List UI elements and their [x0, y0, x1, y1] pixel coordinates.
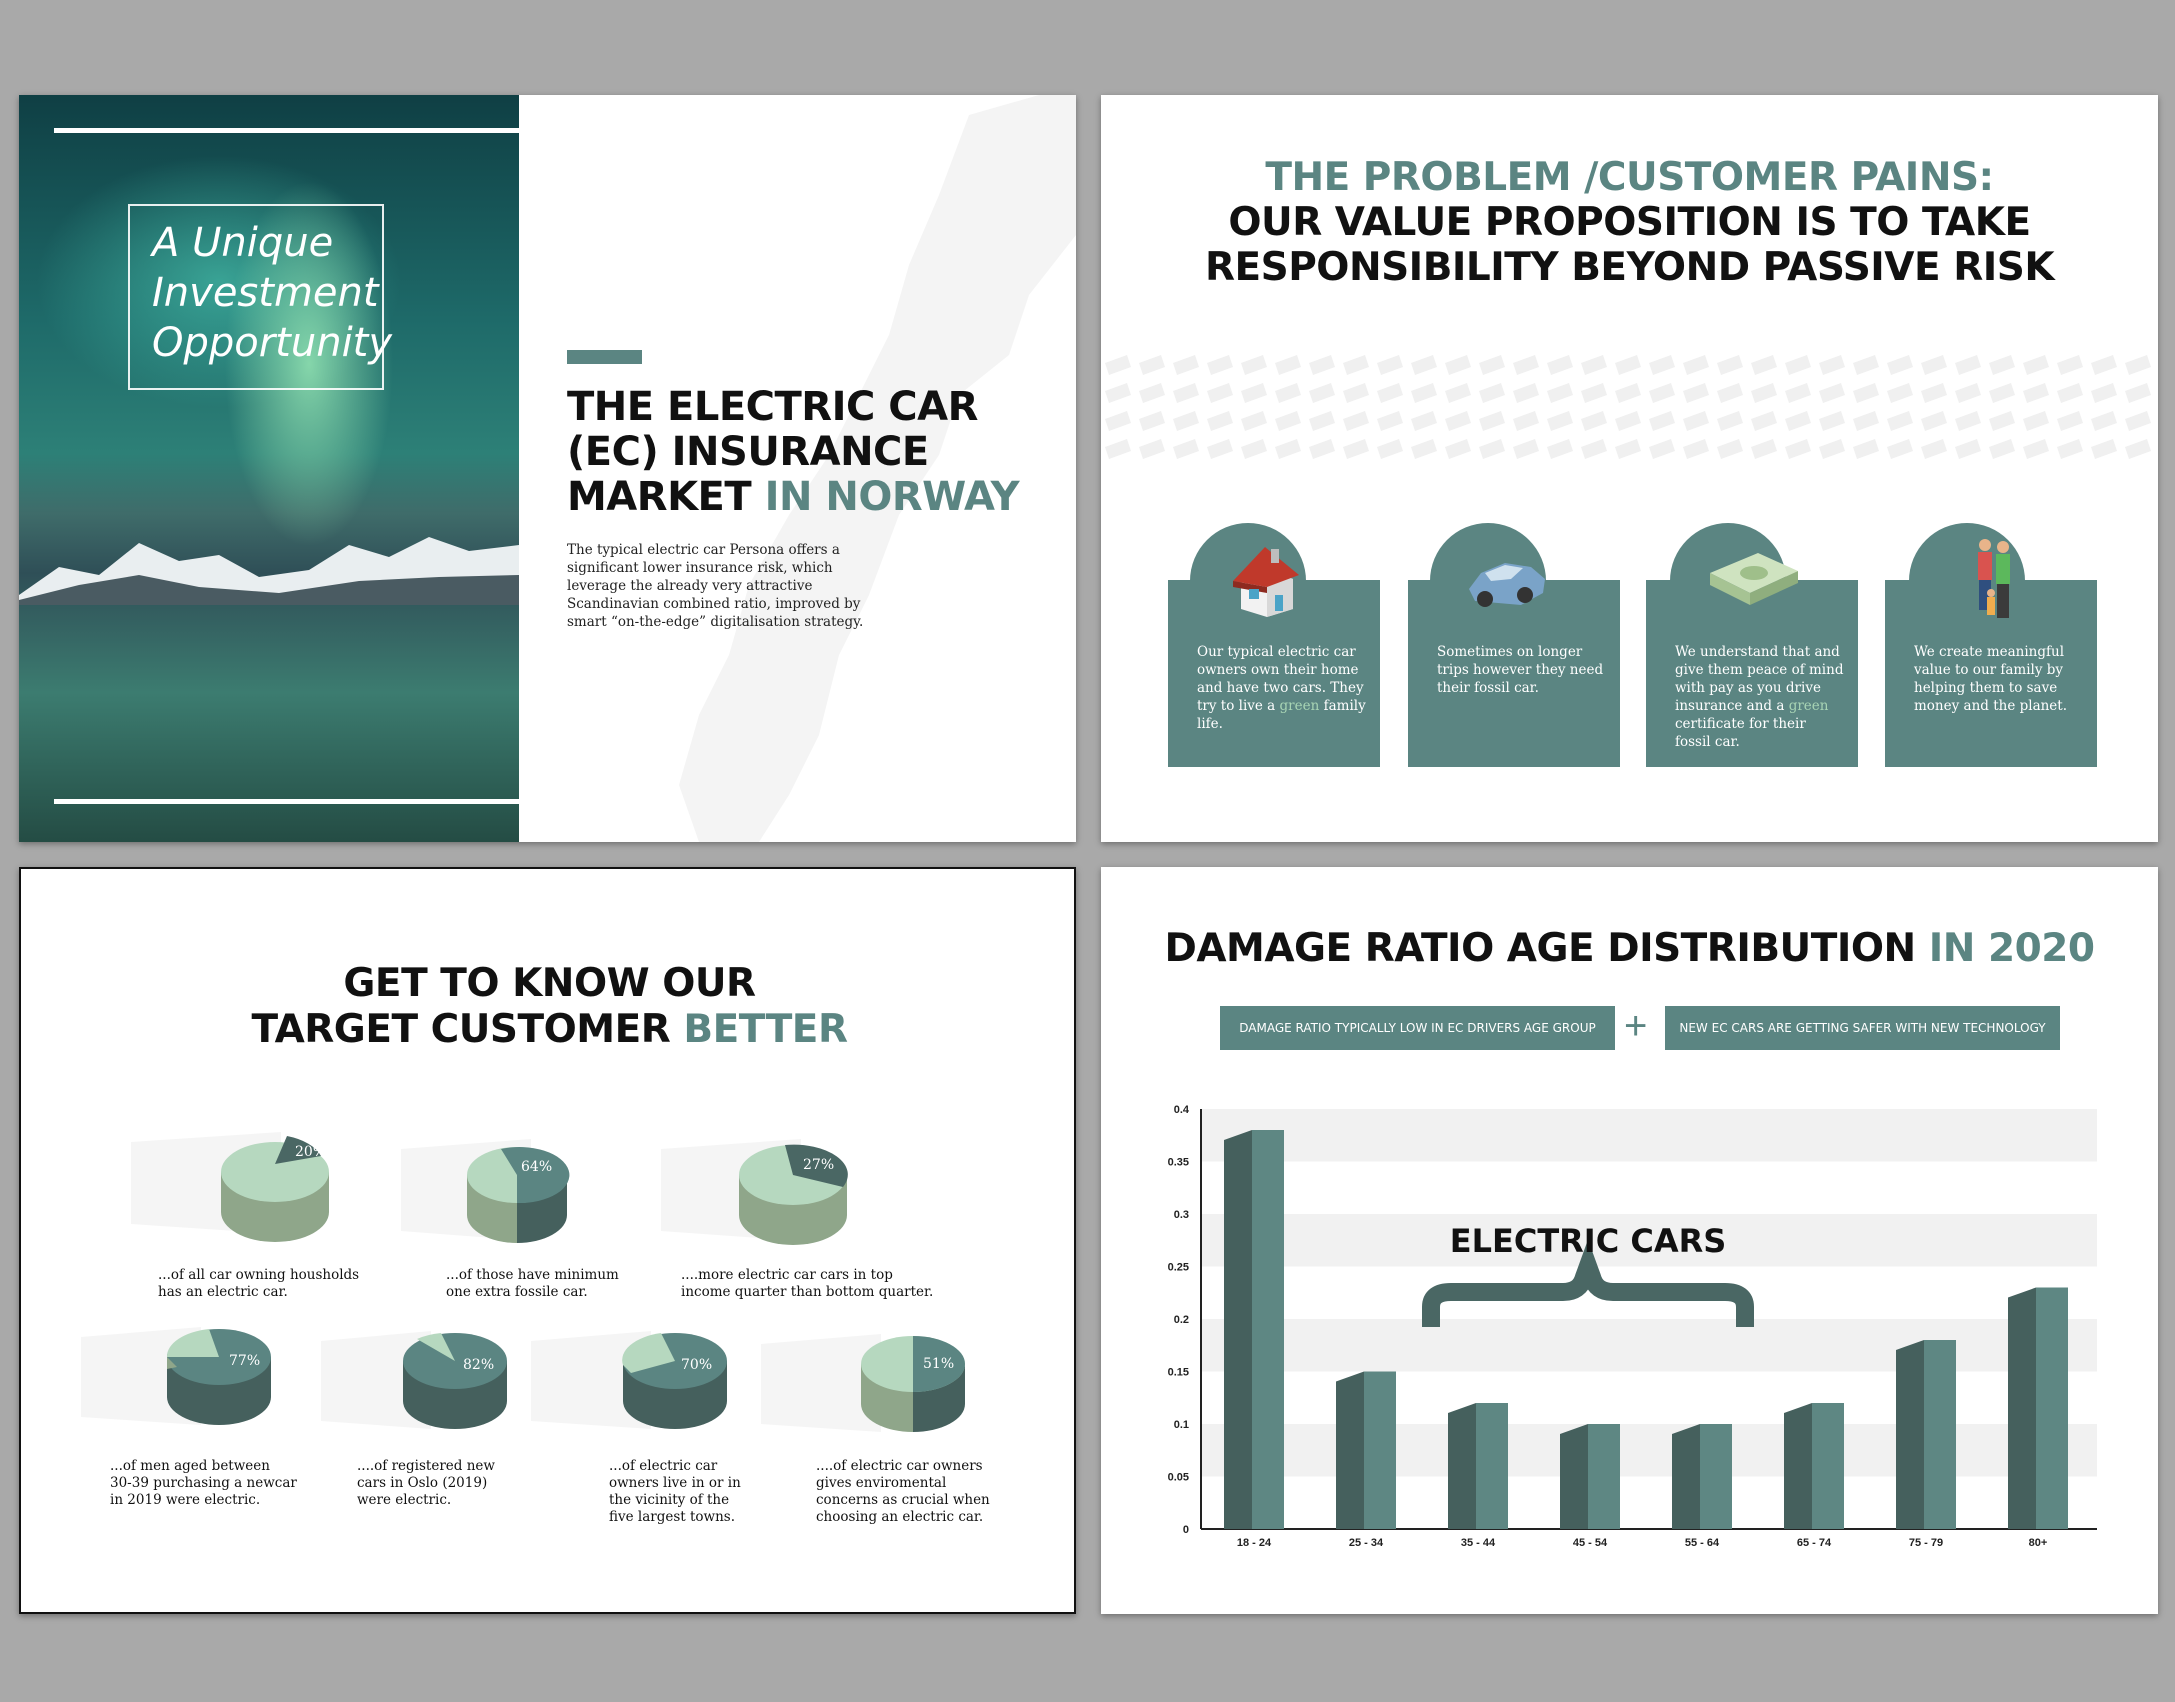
stat-caption-2: ...of those have minimum one extra fossile car.: [446, 1267, 619, 1300]
bar: [1812, 1403, 1844, 1529]
bar: [1700, 1424, 1732, 1529]
stat-caption-4: ...of men aged between 30-39 purchasing a newcar in 2019 were electric.: [110, 1458, 297, 1508]
bar-side: [1560, 1424, 1588, 1529]
y-tick-label: 0: [1182, 1524, 1189, 1536]
stat-pie-5: [321, 1321, 521, 1441]
y-tick-label: 0.15: [1167, 1366, 1189, 1379]
stat-caption-6: ...of electric car owners live in or in the vicinity of the five largest towns.: [609, 1458, 741, 1525]
svg-text:20%: 20%: [295, 1144, 327, 1160]
house-icon: [1227, 539, 1305, 617]
bar-side: [1336, 1372, 1364, 1530]
stat-pie-6: [531, 1321, 731, 1441]
bar-side: [1896, 1340, 1924, 1529]
bar-side: [1672, 1424, 1700, 1529]
slide1-title: THE ELECTRIC CAR (EC) INSURANCE MARKET IN NORWAY: [567, 384, 1020, 520]
x-tick-label: 75 - 79: [1908, 1537, 1944, 1549]
slide-target-customer[interactable]: [19, 867, 1076, 1614]
slide2-title: THE PROBLEM /CUSTOMER PAINS: OUR VALUE PROPOSITION IS TO TAKE RESPONSIBILITY BEYOND PASSIVE RISK: [1204, 155, 2055, 290]
svg-text:27%: 27%: [803, 1157, 835, 1173]
svg-text:51%: 51%: [923, 1356, 955, 1372]
family-icon: [1971, 535, 2021, 627]
card-text: Our typical electric car owners own their home and have two cars. They try to live a green family life.: [1197, 644, 1366, 732]
aurora-photo: [19, 95, 519, 842]
x-tick-label: 35 - 44: [1460, 1537, 1496, 1549]
y-tick-label: 0.2: [1173, 1314, 1189, 1326]
grid-band: [1201, 1319, 2097, 1372]
car-icon: [1461, 543, 1551, 613]
x-tick-label: 80+: [2028, 1537, 2048, 1549]
y-tick-label: 0.1: [1173, 1419, 1189, 1431]
x-tick-label: 65 - 74: [1796, 1537, 1832, 1549]
svg-text:77%: 77%: [229, 1353, 261, 1369]
bar-side: [1448, 1403, 1476, 1529]
stat-pie-4: [81, 1317, 281, 1437]
top-rule: [54, 128, 519, 133]
x-tick-label: 25 - 34: [1348, 1537, 1384, 1549]
svg-text:64%: 64%: [521, 1159, 553, 1175]
pill-right: NEW EC CARS ARE GETTING SAFER WITH NEW TECHNOLOGY: [1665, 1006, 2060, 1050]
y-tick-label: 0.25: [1167, 1261, 1189, 1274]
annotation-label: ELECTRIC CARS: [1449, 1222, 1727, 1260]
mountains-image: [19, 515, 519, 605]
stat-caption-3: ....more electric car cars in top income quarter than bottom quarter.: [681, 1267, 934, 1300]
slide3-title: GET TO KNOW OUR TARGET CUSTOMER BETTER: [251, 961, 848, 1052]
bar: [1252, 1130, 1284, 1529]
stat-caption-7: ....of electric car owners gives enviromental concerns as crucial when choosing an electric car.: [816, 1458, 990, 1525]
stat-pie-3: [661, 1131, 871, 1251]
card-text: We understand that and give them peace of mind with pay as you drive insurance and a green certificate for their fossil car.: [1675, 644, 1844, 750]
bar-side: [1784, 1403, 1812, 1529]
x-tick-label: 45 - 54: [1572, 1537, 1608, 1549]
stat-pie-7: [761, 1324, 981, 1444]
x-tick-label: 55 - 64: [1684, 1537, 1720, 1549]
bar-side: [1224, 1130, 1252, 1529]
tagline-frame: [128, 204, 393, 390]
svg-text:82%: 82%: [463, 1357, 495, 1373]
plus-sign: +: [1624, 1004, 1648, 1048]
stat-caption-1: ...of all car owning housholds has an electric car.: [158, 1267, 360, 1300]
bar: [2036, 1288, 2068, 1530]
y-tick-label: 0.35: [1167, 1156, 1189, 1169]
money-icon: [1706, 549, 1802, 609]
bar: [1364, 1372, 1396, 1530]
grid-band: [1201, 1109, 2097, 1162]
y-tick-label: 0.3: [1173, 1209, 1189, 1221]
slide4-title: DAMAGE RATIO AGE DISTRIBUTION IN 2020: [1164, 926, 2095, 971]
card-text: Sometimes on longer trips however they need their fossil car.: [1437, 644, 1604, 696]
bottom-rule: [54, 799, 519, 804]
slide1-body: The typical electric car Persona offers a significant lower insurance risk, which leverage the already very attractive Scandinavian combined ratio, improved by smart “on-the-edge” digitalisation strategy.: [567, 542, 864, 630]
x-tick-label: 18 - 24: [1236, 1537, 1272, 1549]
y-tick-label: 0.05: [1167, 1471, 1189, 1484]
card-text: We create meaningful value to our family by helping them to save money and the planet.: [1914, 644, 2068, 714]
stat-pie-2: [401, 1131, 601, 1251]
accent-bar: [567, 350, 642, 364]
slide-problem[interactable]: [1101, 95, 2158, 842]
bar: [1924, 1340, 1956, 1529]
slide-damage-ratio[interactable]: [1101, 867, 2158, 1614]
group-brace: [1431, 1266, 1745, 1327]
bar: [1476, 1403, 1508, 1529]
tagline: A Unique Investment Opportunity: [152, 220, 393, 366]
svg-text:70%: 70%: [681, 1357, 713, 1373]
bar: [1588, 1424, 1620, 1529]
bar-side: [2008, 1288, 2036, 1530]
stat-pie-1: [131, 1124, 341, 1244]
damage-ratio-chart: [1101, 867, 2158, 1614]
slide-title[interactable]: [19, 95, 1076, 842]
grid-band: [1201, 1424, 2097, 1477]
stat-caption-5: ....of registered new cars in Oslo (2019) were electric.: [357, 1458, 495, 1508]
tire-tracks-decoration: [1101, 353, 2158, 463]
y-tick-label: 0.4: [1173, 1104, 1189, 1116]
pill-left: DAMAGE RATIO TYPICALLY LOW IN EC DRIVERS AGE GROUP: [1220, 1006, 1615, 1050]
